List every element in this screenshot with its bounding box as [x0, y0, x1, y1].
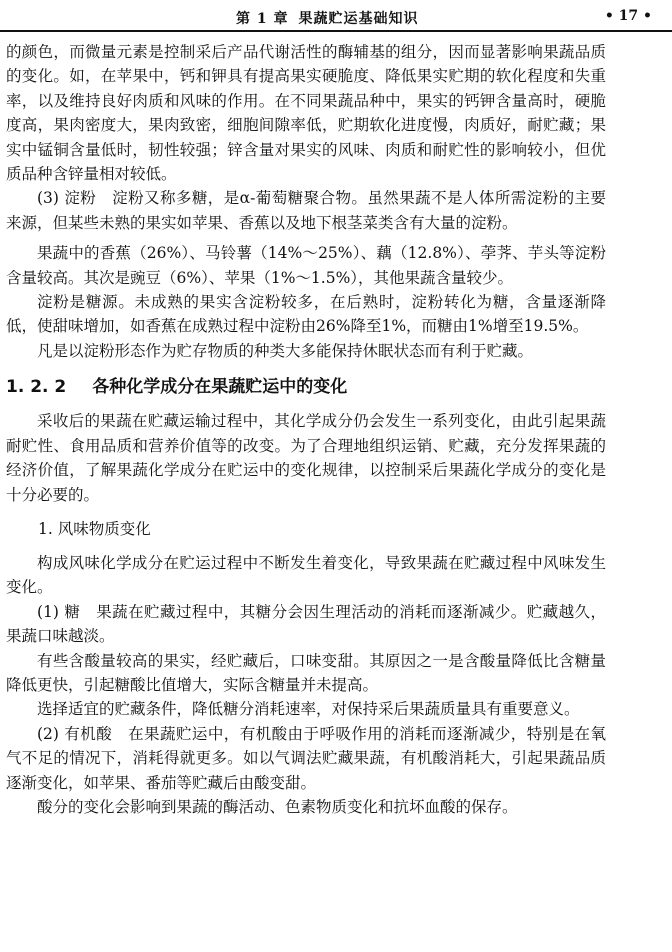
section-title: 各种化学成分在果蔬贮运中的变化 [92, 377, 348, 398]
subsection-heading: 1. 风味物质变化 [38, 519, 151, 538]
paragraph-section-intro: 采收后的果蔬在贮藏运输过程中，其化学成分仍会发生一系列变化，由此引起果蔬耐贮性、食用品质和营养价值等的改变。为了合理地组织运销、贮藏，充分发挥果蔬的经济价值，了解果蔬化学成分在贮运中的变化规律，以控制采后果蔬化学成分的变化是十分必要的。 [6, 412, 606, 504]
running-header [0, 0, 672, 36]
paragraph-continued: 的颜色，而微量元素是控制采后产品代谢活性的酶辅基的组分，因而显著影响果蔬品质的变化。如，在苹果中，钙和钾具有提高果实硬脆度、降低果实贮期的软化程度和失重率，以及维持良好肉质和风味的作用。在不同果蔬品种中，果实的钙钾含量高时，硬脆度高，果肉密度大，果肉致密，细胞间隙率低，贮期软化进度慢，肉质好，耐贮藏；果实中锰铜含量低时，韧性较强；锌含量对果实的风味、肉质和耐贮性的影响较小，但优质品种含锌量相对较低。 [6, 43, 606, 184]
chapter-label: 第 1 章 [236, 11, 289, 27]
paragraph-sugar: (1) 糖 果蔬在贮藏过程中，其糖分会因生理活动的消耗而逐渐减少。贮藏越久，果蔬口味越淡。 [6, 602, 606, 646]
page-number: • 17 • [604, 8, 652, 24]
paragraph-acid-effects: 酸分的变化会影响到果蔬的酶活动、色素物质变化和抗坏血酸的保存。 [37, 797, 518, 816]
chapter-title: 果蔬贮运基础知识 [298, 11, 419, 27]
paragraph-starch-content: 果蔬中的香蕉（26%）、马铃薯（14%～25%）、藕（12.8%）、荸荠、芋头等淀粉含量较高。其次是豌豆（6%）、苹果（1%～1.5%），其他果蔬含量较少。 [6, 244, 606, 287]
section-number: 1. 2. 2 [6, 377, 67, 398]
paragraph-starch-dormancy: 凡是以淀粉形态作为贮存物质的种类大多能保持休眠状态而有利于贮藏。 [37, 341, 534, 360]
paragraph-starch-intro: (3) 淀粉 淀粉又称多糖，是α-葡萄糖聚合物。虽然果蔬不是人体所需淀粉的主要来源，但某些未熟的果实如苹果、香蕉以及地下根茎菜类含有大量的淀粉。 [6, 189, 606, 232]
paragraph-storage-conditions: 选择适宜的贮藏条件，降低糖分消耗速率，对保持采后果蔬质量具有重要意义。 [37, 700, 580, 719]
paragraph-flavor: 构成风味化学成分在贮运过程中不断发生着变化，导致果蔬在贮藏过程中风味发生变化。 [6, 553, 606, 597]
section-heading [6, 375, 606, 399]
paragraph-acid-sweet: 有些含酸量较高的果实，经贮藏后，口味变甜。其原因之一是含酸量降低比含糖量降低更快，引起糖酸比值增大，实际含糖量并未提高。 [6, 651, 606, 694]
body-text [6, 40, 606, 819]
paragraph-starch-sugar: 淀粉是糖源。未成熟的果实含淀粉较多，在后熟时，淀粉转化为糖，含量逐渐降低，使甜味增加，如香蕉在成熟过程中淀粉由26%降至1%，而糖由1%增至19.5%。 [6, 293, 606, 336]
paragraph-organic-acid: (2) 有机酸 在果蔬贮运中，有机酸由于呼吸作用的消耗而逐渐减少，特别是在氧气不足的情况下，消耗得就更多。如以气调法贮藏果蔬，有机酸消耗大，引起果蔬品质逐渐变化，如苹果、番茄等贮藏后由酸变甜。 [6, 724, 606, 792]
header-rule [0, 30, 672, 32]
header-chapter-title [236, 8, 429, 28]
